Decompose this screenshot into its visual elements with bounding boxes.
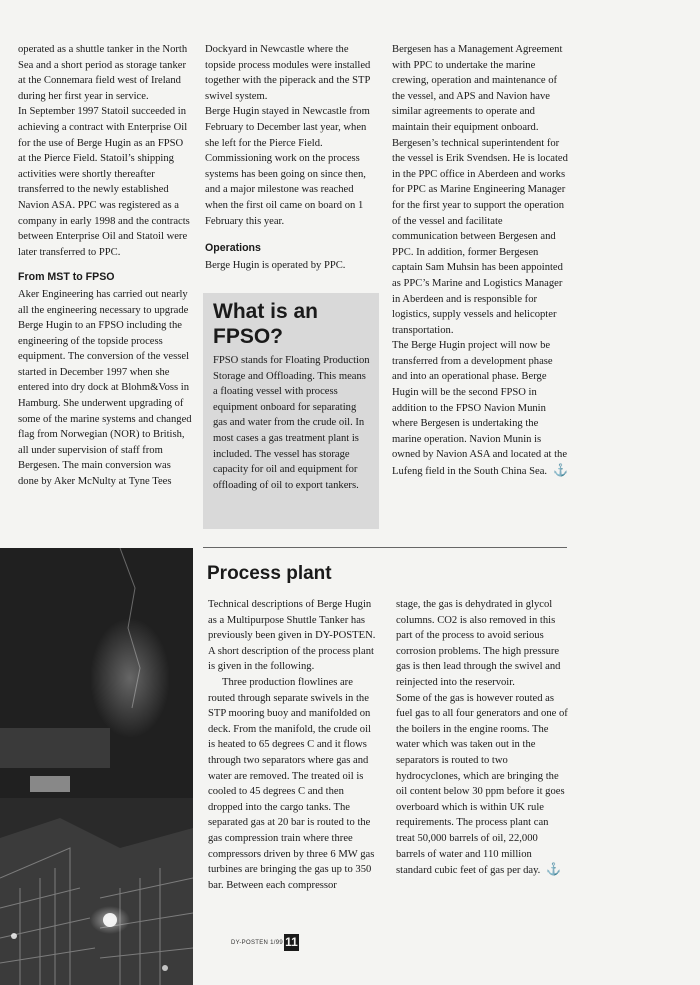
process-plant-title: Process plant <box>207 563 332 584</box>
sidebar-title-line-2: FPSO? <box>213 325 284 348</box>
process-paragraph-2: Three production flowlines are routed through separate swivels in the STP mooring buoy and manifolded on deck. From the manifold, the crude oil is heated to 65 degrees C and it flows through two separators where gas and water are removed. The treated oil is cooled to 45 degrees C and then dropped into the cargo tanks. The separated gas at 20 bar is routed to the gas compression train where three compressors driven by three 6 MW gas turbines are bringing the gas up to 350 bar. Between each compressor <box>208 676 375 891</box>
fpso-sidebar <box>203 293 379 529</box>
col1-heading: From MST to FPSO <box>18 271 115 284</box>
sidebar-title-line-1: What is an <box>213 300 319 323</box>
column-1 <box>18 42 193 490</box>
col3-paragraph-1: Bergesen has a Management Agreement with PPC to undertake the marine crewing, operation and maintenance of the vessel, and APS and Navion have similar agreements to operate and maintain their equipment onboard. <box>392 44 563 133</box>
process-column-1 <box>208 597 380 893</box>
column-3 <box>392 42 568 480</box>
col1-paragraph-3: Aker Engineering has carried out nearly all the engineering necessary to upgrade Berge Hugin to an FPSO including the engineering of the topside process equipment. The conversion of the vessel started in December 1997 when she entered into dry dock at Blohm&Voss in Hamburg. She underwent upgrading of some of the marine systems and changed flag from Norwegian (NOR) to British, all under supervision of staff from Bergesen. The main conversion was done by Aker McNulty at Tyne Tees <box>18 288 192 488</box>
vessel-photo-drawing <box>0 548 193 985</box>
col2-paragraph-2: Berge Hugin stayed in Newcastle from February to December last year, when she left for the Pierce Field. Commissioning work on the process systems has been going on since then, and a major milestone was reached when the first oil came on board on 1 February this year. <box>205 106 370 227</box>
col2-paragraph-1: Dockyard in Newcastle where the topside process modules were installed together with the piperack and the STP swivel system. <box>205 44 371 102</box>
process-paragraph-3: stage, the gas is dehydrated in glycol columns. CO2 is also removed in this part of the process to avoid serious corrosion problems. The high pressure gas is then lead through the swivel and reinjected into the reservoir. <box>396 599 561 688</box>
col2-heading: Operations <box>205 242 261 255</box>
process-paragraph-4: Some of the gas is however routed as fuel gas to all four generators and one of the boilers in the engine rooms. The water which was taken out in the separators is routed to two hydrocyclones, which are bringing the oil content below 30 ppm before it goes overboard which is within UK rule requirements. The process plant can treat 50,000 barrels of oil, 22,000 barrels of water and 110 million standard cubic feet of gas per day. <box>396 692 568 877</box>
col1-paragraph-2: In September 1997 Statoil succeeded in achieving a contract with Enterprise Oil for the use of Berge Hugin as an FPSO at the Pierce Field. Statoil’s shipping activities were shortly thereafter transferred to the newly established Navion ASA. PPC was registered as a company in early 1998 and the contracts between Enterprise Oil and Statoil were later transferred to PPC. <box>18 106 190 258</box>
sidebar-title <box>213 299 318 349</box>
bergesen-logo-icon: ⚓ <box>553 463 569 478</box>
bergesen-logo-icon-2: ⚓ <box>546 862 562 877</box>
col1-paragraph-1: operated as a shuttle tanker in the North Sea and a short period as storage tanker at the Connemara field west of Ireland during her first year in service. <box>18 44 188 102</box>
process-column-2 <box>396 597 568 879</box>
col3-paragraph-3-wrap <box>392 338 568 479</box>
col3-paragraph-3: The Berge Hugin project will now be transferred from a development phase and into an operational phase. Berge Hugin will be the second FPSO in addition to the FPSO Navion Munin where Bergesen is undertaking the marine operation. Navion Munin is owned by Navion ASA and located at the Lufeng field in the South China Sea. <box>392 340 568 478</box>
page-number: 11 <box>285 935 298 949</box>
issue-label: DY-POSTEN 1/99 <box>231 940 283 946</box>
sidebar-text: FPSO stands for Floating Production Storage and Offloading. This means a floating vessel with process equipment onboard for separating gas and water from the crude oil. In most cases a gas treatment plant is included. The vessel has storage capacity for oil and equipment for offloading of oil to export tankers. <box>213 355 370 491</box>
column-2 <box>205 42 379 273</box>
process-paragraph-4-wrap <box>396 691 568 879</box>
section-divider <box>203 547 567 548</box>
col2-paragraph-3: Berge Hugin is operated by PPC. <box>205 259 346 271</box>
process-paragraph-1: Technical descriptions of Berge Hugin as a Multipurpose Shuttle Tanker has previously been given in DY-POSTEN. A short description of the process plant is given in the following. <box>208 599 376 673</box>
col3-paragraph-2: Bergesen’s technical superintendent for the vessel is Erik Svendsen. He is located in the PPC office in Aberdeen and works for PPC as Marine Engineering Manager for the first year to support the operation of the vessel and facilitate communication between Bergesen and PPC. In addition, former Bergesen captain Sam Muhsin has been appointed as PPC’s Marine and Logistics Manager in Aberdeen and is responsible for logistics, supply vessels and helicopter transportation. <box>392 137 568 336</box>
vessel-photo <box>0 548 193 985</box>
